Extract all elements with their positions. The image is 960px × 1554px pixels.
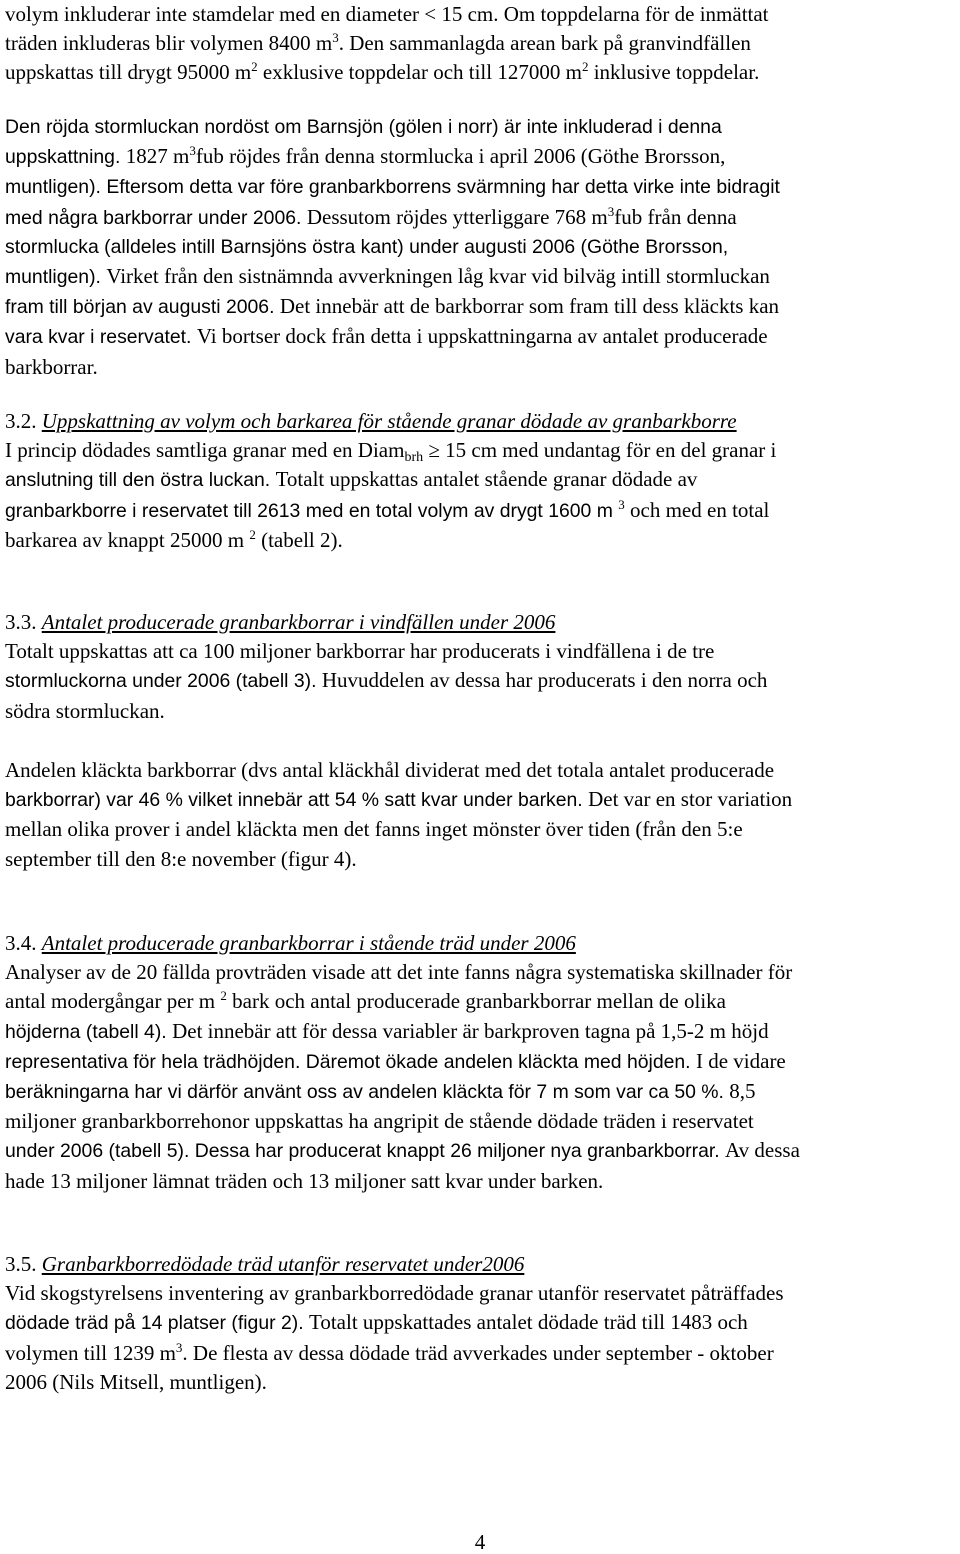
text-line: volym inkluderar inte stamdelar med en diameter < 15 cm. Om toppdelarna för de inmättat bbox=[5, 2, 769, 26]
section-3-5 bbox=[5, 1250, 955, 1397]
text-line: barkborrar. bbox=[5, 354, 98, 379]
text-line: höjderna (tabell 4). Det innebär att för dessa variabler är barkproven tagna på 1,5-2 m höjd bbox=[5, 1018, 769, 1043]
text-line: granbarkborre i reservatet till 2613 med en total volym av drygt 1600 m $^3$ och med en total bbox=[5, 496, 770, 522]
text-line: representativa för hela trädhöjden. Däremot ökade andelen kläckta med höjden. I de vidare bbox=[5, 1048, 786, 1073]
text-line: antal modergångar per m $^2$ bark och antal producerade granbarkborrar mellan de olika bbox=[5, 988, 726, 1014]
section-heading: 3.2. Uppskattning av volym och barkarea för stående granar dödade av granbarkborre bbox=[5, 409, 737, 433]
text-line: Den röjda stormluckan nordöst om Barnsjön (gölen i norr) är inte inkluderad i denna bbox=[5, 116, 722, 138]
section-heading: 3.4. Antalet producerade granbarkborrar i stående träd under 2006 bbox=[5, 931, 576, 955]
text-line: Analyser av de 20 fällda provträden visade att det inte fanns några systematiska skillnader för bbox=[5, 960, 793, 985]
section-3-3 bbox=[5, 608, 955, 726]
section-heading: 3.3. Antalet producerade granbarkborrar i vindfällen under 2006 bbox=[5, 610, 556, 634]
text-line: miljoner granbarkborrehonor uppskattas ha angripit de stående dödade träden i reservatet bbox=[5, 1109, 754, 1134]
text-line: södra stormluckan. bbox=[5, 698, 165, 723]
text-line: uppskattas till drygt 95000 $m^2$ exklusive toppdelar och till 127000 $m^2$ inklusive toppdelar. bbox=[5, 59, 760, 85]
paragraph-volume-bark bbox=[5, 0, 955, 88]
text-line: I princip dödades samtliga granar med en Diam$_{brh}$ ≥ 15 cm med undantag för en del granar i bbox=[5, 438, 777, 466]
page-number: 4 bbox=[474, 1530, 486, 1554]
text-line: muntligen). Virket från den sistnämnda avverkningen låg kvar vid bilväg intill stormluckan bbox=[5, 264, 770, 289]
text-line: Totalt uppskattas att ca 100 miljoner barkborrar har producerats i vindfällena i de tre bbox=[5, 639, 715, 664]
text-line: mellan olika prover i andel kläckta men det fanns inget mönster över tiden (från den 5:e bbox=[5, 817, 743, 842]
text-line: hade 13 miljoner lämnat träden och 13 miljoner satt kvar under barken. bbox=[5, 1168, 604, 1193]
paragraph-hatched-share bbox=[5, 756, 955, 874]
paragraph-cleared-gap bbox=[5, 113, 955, 382]
text-line: muntligen). Eftersom detta var före granbarkborrens svärmning har detta virke inte bidragit bbox=[5, 176, 780, 199]
text-line: uppskattning. 1827 $m^3fub$ röjdes från denna stormlucka i april 2006 (Göthe Brorsson, bbox=[5, 143, 726, 169]
text-line: september till den 8:e november (figur 4). bbox=[5, 846, 357, 871]
text-line: barkborrar) var 46 % vilket innebär att 54 % satt kvar under barken. Det var en stor variation bbox=[5, 787, 793, 812]
text-line: Vid skogstyrelsens inventering av granbarkborredödade granar utanför reservatet påträffades bbox=[5, 1281, 784, 1306]
text-line: 2006 (Nils Mitsell, muntligen). bbox=[5, 1369, 267, 1394]
section-3-2 bbox=[5, 407, 955, 555]
text-line: Andelen kläckta barkborrar (dvs antal kläckhål dividerat med det totala antalet producerade bbox=[5, 758, 775, 782]
text-line: anslutning till den östra luckan. Totalt uppskattas antalet stående granar dödade av bbox=[5, 467, 698, 492]
text-line: träden inkluderas blir volymen 8400 $m^3$. Den sammanlagda arean bark på granvindfällen bbox=[5, 30, 751, 56]
text-line: beräkningarna har vi därför använt oss av andelen kläckta för 7 m som var ca 50 %. 8,5 bbox=[5, 1079, 756, 1104]
text-line: med några barkborrar under 2006. Dessutom röjdes ytterliggare 768 $m^3fub$ från denna bbox=[5, 203, 737, 229]
text-line: volymen till 1239 $m^3$. De flesta av dessa dödade träd avverkades under september - oktober bbox=[5, 1339, 774, 1365]
text-line: stormlucka (alldeles intill Barnsjöns östra kant) under augusti 2006 (Göthe Brorsson, bbox=[5, 235, 729, 258]
text-line: dödade träd på 14 platser (figur 2). Totalt uppskattades antalet dödade träd till 1483 och bbox=[5, 1310, 748, 1335]
section-3-4 bbox=[5, 929, 955, 1196]
text-line: barkarea av knappt 25000 m $^2$ (tabell 2). bbox=[5, 526, 343, 552]
text-line: under 2006 (tabell 5). Dessa har producerat knappt 26 miljoner nya granbarkborrar. Av dessa bbox=[5, 1138, 800, 1163]
text-line: vara kvar i reservatet. Vi bortser dock från detta i uppskattningarna av antalet producerade bbox=[5, 324, 768, 349]
text-line: stormluckorna under 2006 (tabell 3). Huvuddelen av dessa har producerats i den norra och bbox=[5, 668, 768, 693]
section-heading: 3.5. Granbarkborredödade träd utanför reservatet under2006 bbox=[5, 1252, 525, 1276]
text-line: fram till början av augusti 2006. Det innebär att de barkborrar som fram till dess kläckts kan bbox=[5, 294, 780, 319]
